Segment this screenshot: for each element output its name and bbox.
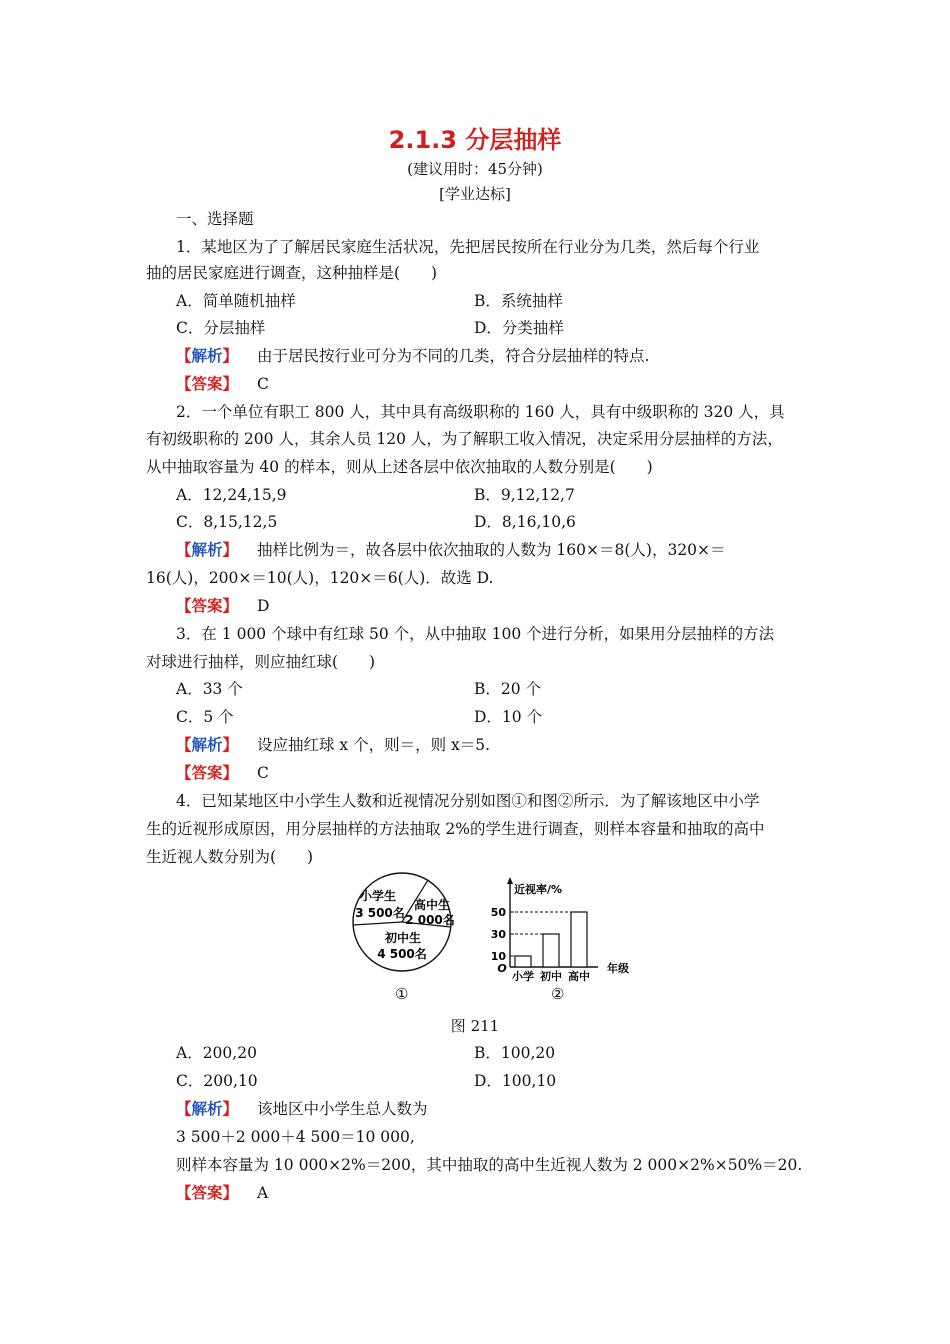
q3-option-c: C．5 个 (176, 708, 234, 726)
figure-caption: 图 211 (450, 1017, 500, 1035)
pie-figure-label: ① (395, 985, 409, 1003)
q4-analysis-line2: 3 500＋2 000＋4 500＝10 000, (176, 1128, 415, 1146)
q4-stem-line2: 生的近视形成原因，用分层抽样的方法抽取 2%的学生进行调查，则样本容量和抽取的高中 (146, 820, 765, 838)
bar-chart (490, 872, 640, 984)
q2-stem-line3: 从中抽取容量为 40 的样本，则从上述各层中依次抽取的人数分别是( ) (146, 458, 653, 476)
q1-answer-value: C (256, 375, 269, 393)
y-tick-label-2: 50 (490, 906, 506, 919)
q3-stem-line2: 对球进行抽样，则应抽红球( ) (146, 653, 376, 671)
q4-option-c: C．200,10 (176, 1072, 258, 1090)
q1-option-d: D．分类抽样 (474, 319, 564, 337)
pie-chart (340, 872, 470, 972)
q4-stem-line1: 4．已知某地区中小学生人数和近视情况分别如图①和图②所示．为了解该地区中小学 (176, 792, 760, 810)
q3-option-d: D．10 个 (474, 708, 543, 726)
q3-option-a: A．33 个 (176, 680, 243, 698)
answer-label: 答案 (191, 1183, 223, 1202)
bar-0 (515, 956, 531, 967)
q2-analysis: 【解析】 抽样比例为＝，故各层中依次抽取的人数为 160×＝8(人)，320×＝ (176, 540, 726, 559)
part-label: 一、选择题 (176, 210, 254, 228)
pie-slice-junior-name: 初中生 (384, 931, 422, 945)
q1-stem-line1: 1．某地区为了了解居民家庭生活状况，先把居民按所在行业分为几类，然后每个行业 (176, 238, 760, 256)
q1-option-b: B．系统抽样 (474, 292, 563, 310)
q3-answer-value: C (256, 764, 269, 782)
q3-option-b: B．20 个 (474, 680, 542, 698)
bar-1 (543, 934, 559, 967)
q2-option-d: D．8,16,10,6 (474, 513, 576, 531)
q2-answer: 【答案】 D (176, 596, 270, 615)
q3-stem-line1: 3．在 1 000 个球中有红球 50 个，从中抽取 100 个进行分析，如果用分层抽样的方法 (176, 625, 775, 643)
section-label: [学业达标] (439, 185, 511, 203)
pie-slice-senior-count: 2 000名 (405, 913, 455, 927)
q1-option-c: C．分层抽样 (176, 319, 266, 337)
analysis-label: 解析 (191, 1099, 223, 1118)
bar-2 (571, 912, 587, 967)
q1-option-a: A．简单随机抽样 (176, 292, 296, 310)
q3-analysis: 【解析】 设应抽红球 x 个，则＝，则 x＝5. (176, 735, 491, 754)
x-axis-label: 年级 (607, 962, 629, 975)
pie-slice-junior-count: 4 500名 (377, 947, 427, 961)
x-category-label-2: 高中 (568, 970, 590, 983)
bar-figure-label: ② (551, 985, 565, 1003)
q2-answer-value: D (256, 597, 270, 615)
q2-option-a: A．12,24,15,9 (176, 486, 287, 504)
y-tick-label-1: 30 (490, 928, 506, 941)
y-axis-arrow (507, 877, 513, 884)
q4-option-a: A．200,20 (176, 1044, 257, 1062)
q2-stem-line2: 有初级职称的 200 人，其余人员 120 人，为了解职工收入情况，决定采用分层抽样的方法， (146, 430, 783, 448)
q1-answer: 【答案】 C (176, 374, 269, 393)
origin-label: O (497, 962, 507, 975)
y-tick-label-0: 10 (490, 950, 506, 963)
y-axis-label: 近视率/% (514, 883, 563, 896)
answer-label: 答案 (191, 596, 223, 615)
q2-option-c: C．8,15,12,5 (176, 513, 278, 531)
page-title: 2.1.3 分层抽样 (388, 126, 562, 154)
x-category-label-1: 初中 (540, 970, 562, 983)
q4-stem-line3: 生近视人数分别为( ) (146, 848, 314, 866)
suggested-time: (建议用时：45分钟) (407, 160, 543, 178)
analysis-label: 解析 (191, 540, 223, 559)
q3-analysis-text: 设应抽红球 x 个，则＝，则 x＝5. (256, 736, 491, 754)
x-category-label-0: 小学 (512, 970, 534, 983)
q3-answer: 【答案】 C (176, 763, 269, 782)
analysis-label: 解析 (191, 735, 223, 754)
q1-stem-line2: 抽的居民家庭进行调查，这种抽样是( ) (146, 264, 438, 282)
q4-analysis: 【解析】 该地区中小学生总人数为 (176, 1099, 428, 1118)
q4-option-d: D．100,10 (474, 1072, 557, 1090)
q2-analysis-line2: 16(人)，200×＝10(人)，120×＝6(人)．故选 D. (146, 569, 494, 587)
q4-analysis-text: 该地区中小学生总人数为 (256, 1100, 428, 1118)
pie-slice-primary-count: 3 500名 (355, 906, 405, 920)
analysis-label: 解析 (191, 346, 223, 365)
q2-stem-line1: 2．一个单位有职工 800 人，其中具有高级职称的 160 人，具有中级职称的 320 人，具 (176, 403, 785, 421)
q2-analysis-text: 抽样比例为＝，故各层中依次抽取的人数为 160×＝8(人)，320×＝ (256, 541, 726, 559)
q1-analysis: 【解析】 由于居民按行业可分为不同的几类，符合分层抽样的特点. (176, 346, 650, 365)
answer-label: 答案 (191, 374, 223, 393)
q4-option-b: B．100,20 (474, 1044, 556, 1062)
q1-analysis-text: 由于居民按行业可分为不同的几类，符合分层抽样的特点. (256, 347, 650, 365)
q4-answer-value: A (256, 1184, 269, 1202)
q2-option-b: B．9,12,12,7 (474, 486, 575, 504)
q4-answer: 【答案】 A (176, 1183, 269, 1202)
answer-label: 答案 (191, 763, 223, 782)
q4-analysis-line3: 则样本容量为 10 000×2%＝200，其中抽取的高中生近视人数为 2 000×2%×50%＝20. (176, 1156, 803, 1174)
pie-slice-senior-name: 高中生 (413, 898, 451, 912)
pie-slice-primary-name: 小学生 (359, 889, 397, 903)
